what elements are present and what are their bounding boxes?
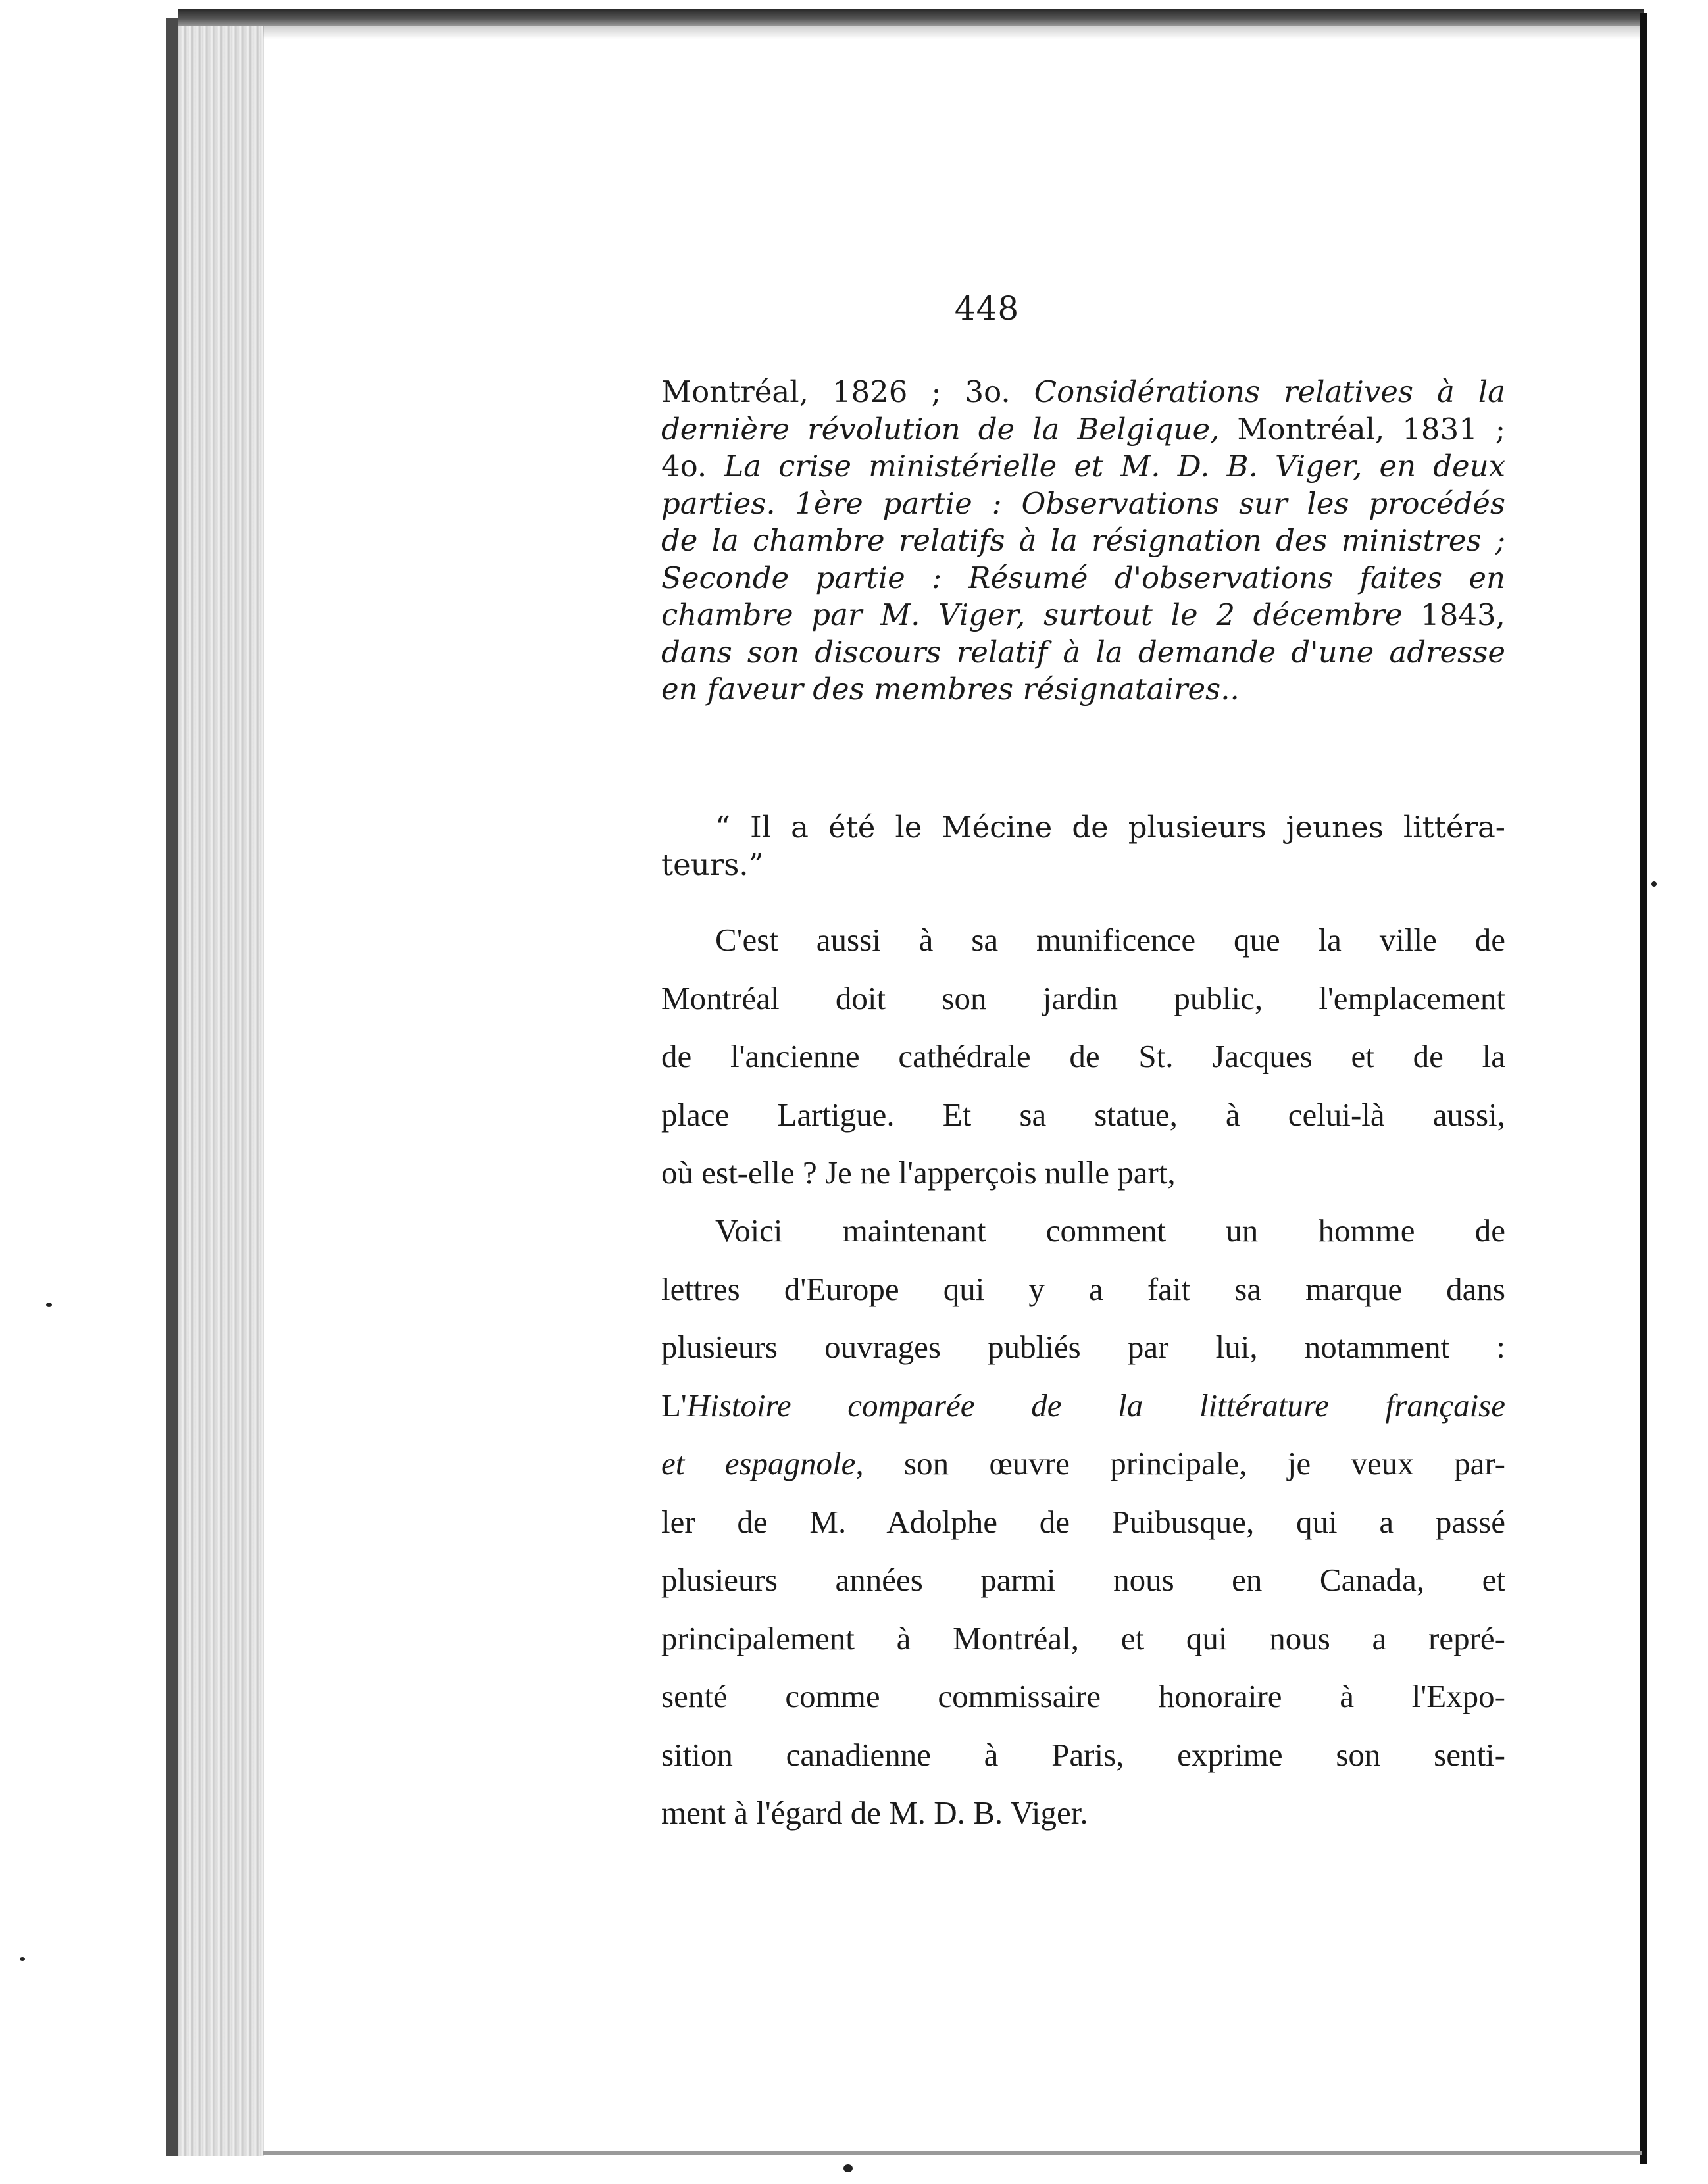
text-line: dans son discours relatif à la demande d'une adresse bbox=[661, 634, 1505, 670]
title-italic: La crise ministérielle et M. D. B. Viger, en deux bbox=[724, 449, 1505, 484]
text-line: lettres d'Europe qui y a fait sa marque dans bbox=[661, 1270, 1505, 1307]
page-number: 448 bbox=[954, 289, 1020, 328]
text-run: 1843, bbox=[1402, 597, 1505, 632]
text-line: de l'ancienne cathédrale de St. Jacques et de la bbox=[661, 1038, 1505, 1074]
text-line: en faveur des membres résignataires.. bbox=[661, 672, 1240, 707]
title-italic: dernière révolution de la Belgique, bbox=[661, 411, 1220, 447]
text-line: ler de M. Adolphe de Puibusque, qui a passé bbox=[661, 1503, 1505, 1540]
bibliography-block bbox=[661, 374, 1505, 708]
title-italic: Histoire comparée de la littérature française bbox=[686, 1387, 1505, 1424]
ink-speck bbox=[46, 1303, 52, 1307]
text-line: teurs.” bbox=[661, 847, 764, 882]
text-line: de la chambre relatifs à la résignation des ministres ; bbox=[661, 523, 1505, 558]
text-line: Montréal doit son jardin public, l'emplacement bbox=[661, 980, 1505, 1016]
bottom-page-edge bbox=[263, 2151, 1642, 2155]
text-line bbox=[661, 1435, 1505, 1493]
text-run: Montréal, 1831 ; bbox=[1219, 411, 1505, 447]
text-line: Seconde partie : Résumé d'observations faites en bbox=[661, 560, 1505, 595]
right-page-border bbox=[1640, 13, 1647, 2164]
text-line: plusieurs années parmi nous en Canada, et bbox=[661, 1562, 1505, 1598]
text-line bbox=[661, 597, 1505, 634]
title-italic: Considérations relatives à la bbox=[1034, 374, 1505, 409]
text-line: parties. 1ère partie : Observations sur les procédés bbox=[661, 485, 1505, 521]
text-line: Voici maintenant comment un homme de bbox=[715, 1212, 1505, 1249]
text-line: ment à l'égard de M. D. B. Viger. bbox=[661, 1795, 1088, 1831]
text-line bbox=[661, 448, 1505, 485]
title-italic: chambre par M. Viger, surtout le 2 décembre bbox=[661, 597, 1403, 632]
text-line: “ Il a été le Mécine de plusieurs jeunes littéra- bbox=[715, 810, 1505, 845]
body-paragraph bbox=[661, 1202, 1505, 1843]
text-line: C'est aussi à sa munificence que la ville de bbox=[715, 922, 1505, 958]
quotation bbox=[661, 809, 1505, 883]
title-italic: et espagnole, bbox=[661, 1445, 864, 1481]
body-paragraph bbox=[661, 911, 1505, 1203]
text-run: 4o. bbox=[661, 449, 724, 484]
text-line: senté comme commissaire honoraire à l'Expo- bbox=[661, 1678, 1505, 1714]
text-line: où est-elle ? Je ne l'apperçois nulle part, bbox=[661, 1154, 1176, 1191]
text-run: Montréal, 1826 ; 3o. bbox=[661, 374, 1034, 409]
ink-speck bbox=[843, 2164, 853, 2172]
top-page-edge bbox=[178, 9, 1644, 26]
book-page-edges bbox=[166, 18, 264, 2156]
ink-speck bbox=[20, 1957, 25, 1961]
text-line bbox=[661, 374, 1505, 411]
text-line: sition canadienne à Paris, exprime son senti- bbox=[661, 1736, 1505, 1773]
text-run: son œuvre principale, je veux par- bbox=[863, 1445, 1505, 1481]
text-line bbox=[661, 1377, 1505, 1435]
text-line: principalement à Montréal, et qui nous a repré- bbox=[661, 1620, 1505, 1656]
text-run: L' bbox=[661, 1387, 687, 1424]
ink-speck bbox=[1651, 881, 1657, 887]
top-page-shadow bbox=[263, 26, 1644, 39]
book-spine-shadow bbox=[166, 18, 178, 2156]
text-line: plusieurs ouvrages publiés par lui, notamment : bbox=[661, 1329, 1505, 1365]
text-line bbox=[661, 411, 1505, 449]
text-line: place Lartigue. Et sa statue, à celui-là aussi, bbox=[661, 1096, 1505, 1133]
